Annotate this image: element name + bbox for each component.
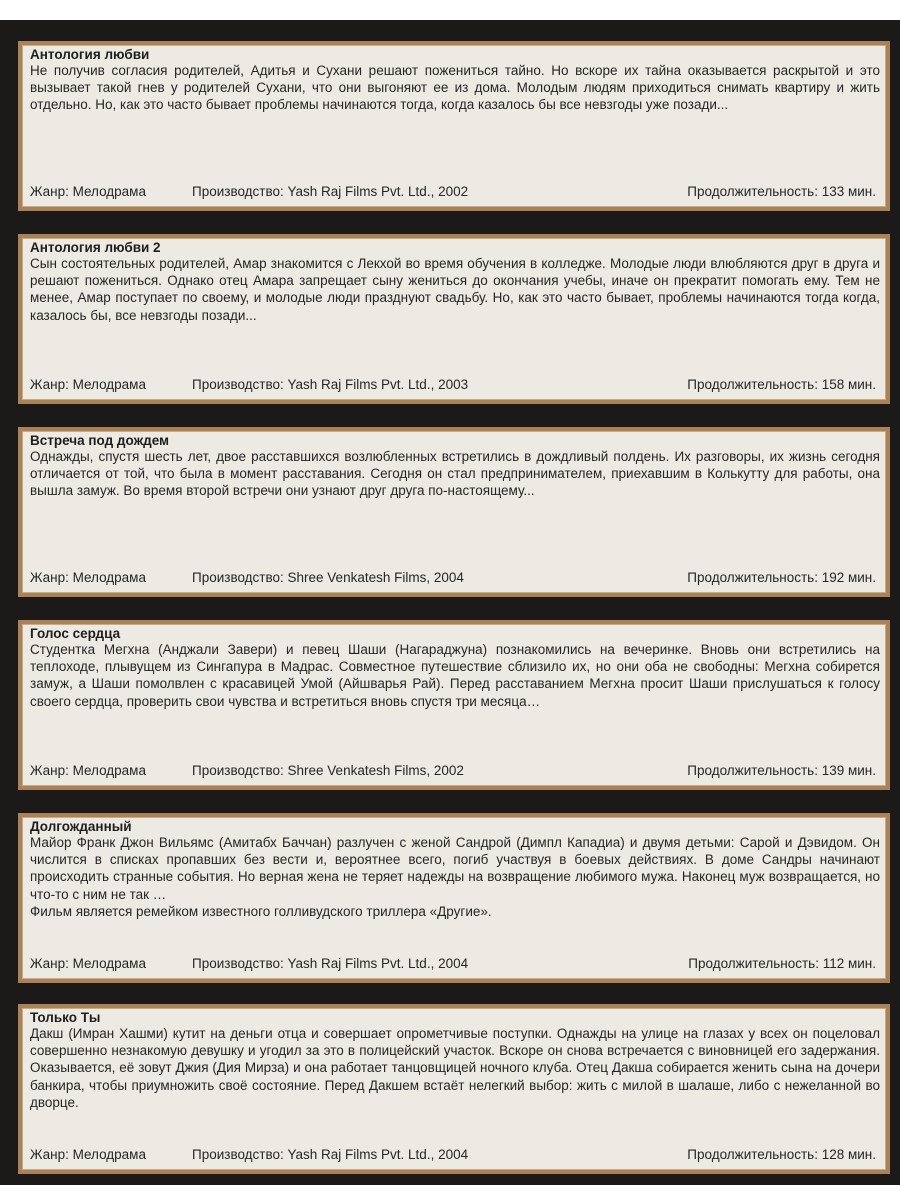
movie-genre: Жанр: Мелодрама [30, 763, 146, 778]
movie-description: Дакш (Имран Хашми) кутит на деньги отца и совершает опрометчивые поступки. Однажды на улице на глазах у всех он поцеловал совершенно незнакомую девушку и угодил за это в полицейский участок. Вскоре он снова встречается с виновницей его задержания. Оказывается, её зовут Джия (Дия Мирза) и она работает танцовщицей ночного клуба. Отец Дакша собирается женить сына на дочери банкира, чтобы приумножить своё состояние. Перед Дакшем встаёт нелегкий выбор: жить с милой в шалаше, либо с нежеланной во дворце. [30, 1026, 880, 1110]
movie-title: Долгожданный [30, 819, 132, 834]
movie-genre: Жанр: Мелодрама [30, 1147, 146, 1162]
movie-card-6 [18, 1004, 890, 1174]
movie-production: Производство: Shree Venkatesh Films, 2002 [192, 763, 464, 778]
movie-duration: Продолжительность: 112 мин. [688, 956, 876, 971]
movie-description: Майор Франк Джон Вильямс (Амитабх Баччан) разлучен с женой Сандрой (Димпл Кападиа) и двумя детьми: Сарой и Дэвидом. Он числится в списках пропавших без вести и, вероятнее всего, погиб участвуя в боевых действиях. В доме Сандры начинают происходить странные события. Но верная жена не теряет надежды на возвращение любимого мужа. Наконец муж возвращается, но что-то с ним не так … Фильм является ремейком известного голливудского триллера «Другие». [30, 835, 880, 919]
movie-title: Антология любви [30, 47, 150, 62]
movie-description: Однажды, спустя шесть лет, двое расставшихся возлюбленных встретились в дождливый полдень. Их разговоры, их жизнь сегодня отличается от той, что была в момент расставания. Сегодня он стал предпринимателем, приехавшим в Колькутту для работы, она вышла замуж. Во время второй встречи они узнают друг друга по-настоящему... [30, 449, 880, 499]
movie-genre: Жанр: Мелодрама [30, 377, 146, 392]
movie-genre: Жанр: Мелодрама [30, 570, 146, 585]
movie-production: Производство: Yash Raj Films Pvt. Ltd., 2004 [192, 956, 469, 971]
movie-card-3 [18, 427, 890, 597]
movie-genre: Жанр: Мелодрама [30, 956, 146, 971]
movie-duration: Продолжительность: 192 мин. [687, 570, 876, 585]
movie-production: Производство: Shree Venkatesh Films, 2004 [192, 570, 464, 585]
movie-description: Сын состоятельных родителей, Амар знакомится с Лекхой во время обучения в колледже. Молодые люди влюбляются друг в друга и решают пожениться. Однако отец Амара запрещает сыну жениться до окончания учебы, иначе он прекратит помогать ему. Тем не менее, Амар поступает по своему, и молодые люди празднуют свадьбу. Но, как это часто бывает, проблемы начинаются тогда когда, казалось бы, все невзгоды позади... [30, 256, 880, 323]
movie-card-5 [18, 813, 890, 983]
movie-card-2 [18, 234, 890, 404]
movie-title: Только Ты [30, 1010, 101, 1025]
movie-title: Антология любви 2 [30, 240, 161, 255]
catalog-page [0, 20, 900, 1185]
movie-description: Не получив согласия родителей, Адитья и Сухани решают пожениться тайно. Но вскоре их тайна оказывается раскрытой и это вызывает такой гнев у родителей Сухани, что они выгоняют ее из дома. Молодым людям приходиться снимать квартиру и жить отдельно. Но, как это часто бывает проблемы начинаются тогда, когда казалось бы все невзгоды уже позади... [30, 63, 880, 113]
movie-card-1 [18, 41, 890, 211]
movie-title: Голос сердца [30, 626, 121, 641]
movie-production: Производство: Yash Raj Films Pvt. Ltd., 2003 [192, 377, 469, 392]
movie-duration: Продолжительность: 158 мин. [687, 377, 876, 392]
movie-duration: Продолжительность: 133 мин. [687, 184, 876, 199]
movie-genre: Жанр: Мелодрама [30, 184, 146, 199]
movie-production: Производство: Yash Raj Films Pvt. Ltd., 2004 [192, 1147, 469, 1162]
movie-production: Производство: Yash Raj Films Pvt. Ltd., 2002 [192, 184, 469, 199]
movie-description: Студентка Мегхна (Анджали Завери) и певец Шаши (Нагараджуна) познакомились на вечеринке. Вновь они встретились на теплоходе, плывущем из Сингапура в Мадрас. Совместное путешествие сблизило их, но они оба не свободны: Мегхна собирется замуж, а Шаши помолвлен с красавицей Умой (Айшварья Рай). Перед расставанием Мегхна просит Шаши прислушаться к голосу своего сердца, проверить свои чувства и встретиться вновь спустя три месяца… [30, 642, 880, 709]
movie-duration: Продолжительность: 139 мин. [687, 763, 876, 778]
movie-title: Встреча под дождем [30, 433, 170, 448]
movie-duration: Продолжительность: 128 мин. [687, 1147, 876, 1162]
movie-card-4 [18, 620, 890, 790]
